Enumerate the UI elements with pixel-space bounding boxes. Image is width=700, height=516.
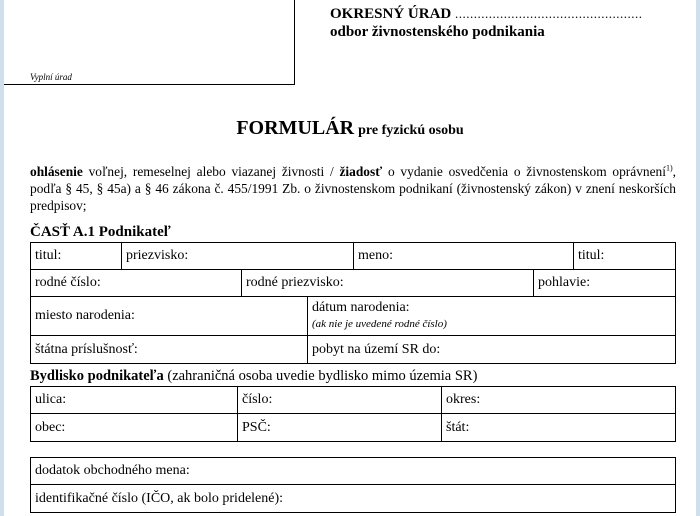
datum-narodenia-note: (ak nie je uvedené rodné číslo) (312, 318, 447, 330)
person-row-birth-number (31, 270, 675, 297)
field-ulica[interactable]: ulica: (35, 392, 67, 407)
intro-text-1: voľnej, remeselnej alebo viazanej živnosti / (82, 164, 340, 179)
residence-heading-bold: Bydlisko podnikateľa (30, 368, 164, 384)
person-row-birth (31, 297, 675, 336)
form-title-sub: pre fyzickú osobu (358, 123, 464, 138)
residence-heading (30, 368, 477, 385)
field-statna-prislusnost[interactable]: štátna príslušnosť: (35, 341, 138, 357)
office-name-blank: .................................................. (455, 6, 643, 21)
field-obec[interactable]: obec: (35, 419, 66, 435)
office-department: odbor živnostenského podnikania (330, 24, 545, 40)
form-title-main: FORMULÁR (236, 117, 355, 139)
residence-table (30, 386, 676, 442)
business-table (30, 457, 676, 513)
field-datum-narodenia[interactable] (307, 297, 675, 335)
field-titul-before[interactable]: titul: (35, 248, 62, 263)
field-stat[interactable]: štát: (441, 414, 675, 441)
field-ico[interactable]: identifikačné číslo (IČO, ak bolo pridelené): (35, 490, 284, 506)
field-meno[interactable]: meno: (353, 243, 573, 269)
field-cislo[interactable]: číslo: (237, 387, 441, 413)
residence-row-city (31, 414, 675, 441)
business-row-ico (31, 485, 675, 512)
person-table (30, 242, 676, 364)
field-rodne-cislo[interactable]: rodné číslo: (35, 275, 101, 290)
field-psc[interactable]: PSČ: (237, 414, 441, 441)
form-title (4, 117, 696, 140)
business-row-dodatok (31, 458, 675, 485)
intro-bold-ziadost: žiadosť (339, 164, 383, 179)
residence-row-street (31, 387, 675, 414)
field-rodne-priezvisko[interactable]: rodné priezvisko: (241, 270, 533, 296)
field-okres[interactable]: okres: (441, 387, 675, 413)
intro-paragraph (30, 163, 676, 214)
office-name: OKRESNÝ ÚRAD (330, 6, 452, 22)
field-pobyt-sr[interactable]: pobyt na území SR do: (307, 336, 675, 363)
person-row-citizenship (31, 336, 675, 363)
field-priezvisko[interactable]: priezvisko: (121, 243, 353, 269)
residence-heading-note: (zahraničná osoba uvedie bydlisko mimo územia SR) (163, 368, 478, 384)
person-row-names (31, 243, 675, 270)
field-miesto-narodenia[interactable]: miesto narodenia: (35, 308, 135, 323)
field-dodatok-obchodneho-mena[interactable]: dodatok obchodného mena: (35, 463, 190, 478)
intro-bold-ohlasenie: ohlásenie (30, 164, 83, 179)
datum-narodenia-label: dátum narodenia: (312, 300, 410, 315)
field-titul-after[interactable]: titul: (573, 243, 675, 269)
office-use-box (4, 0, 295, 85)
intro-text-2: o vydanie osvedčenia o živnostenskom oprávnení (382, 164, 666, 179)
form-page (4, 0, 696, 516)
office-title (330, 6, 643, 23)
office-use-note: Vyplní úrad (30, 72, 72, 82)
field-pohlavie[interactable]: pohlavie: (533, 270, 675, 296)
footnote-ref: 1) (665, 163, 673, 173)
section-heading-a1: ČASŤ A.1 Podnikateľ (30, 224, 171, 240)
intro-text-3: , podľa § 45, § 45a) a § 46 zákona č. 455/1991 Zb. o živnostenskom podnikaní (živnostenský zákon) v znení neskorších predpisov; (30, 164, 676, 213)
